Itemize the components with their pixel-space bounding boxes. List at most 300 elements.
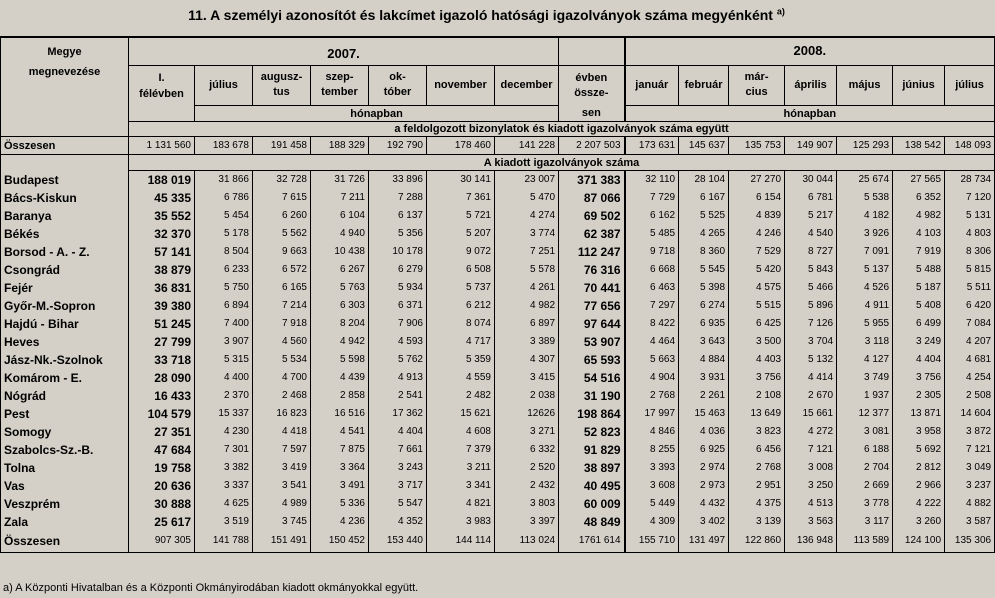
header-year-2007: 2007. xyxy=(129,37,559,65)
subtitle-processed: a feldolgozott bizonylatok és kiadott igazolványok száma együtt xyxy=(129,122,995,137)
table-cell: 4 309 xyxy=(625,513,679,531)
table-cell: 3 271 xyxy=(495,423,559,441)
row-label: Békés xyxy=(1,225,129,243)
table-row xyxy=(1,171,995,189)
table-cell: 2 468 xyxy=(253,387,311,405)
table-cell: 5 598 xyxy=(311,351,369,369)
table-cell: 4 375 xyxy=(729,495,785,513)
table-cell: 7 121 xyxy=(945,441,995,459)
table-cell: 6 167 xyxy=(679,189,729,207)
header-month xyxy=(893,65,945,106)
table-row xyxy=(1,155,995,171)
header-month xyxy=(495,65,559,106)
header-sen: sen xyxy=(559,106,625,122)
table-cell: 48 849 xyxy=(559,513,625,531)
table-cell: 7 919 xyxy=(893,243,945,261)
table-cell: 4 439 xyxy=(311,369,369,387)
table-cell: 4 803 xyxy=(945,225,995,243)
table-row xyxy=(1,315,995,333)
table-cell: 4 513 xyxy=(785,495,837,513)
table-cell: 52 823 xyxy=(559,423,625,441)
table-cell: 7 214 xyxy=(253,297,311,315)
table-cell: 9 663 xyxy=(253,243,311,261)
table-row xyxy=(1,333,995,351)
table-cell: 4 432 xyxy=(679,495,729,513)
header-text: tus xyxy=(273,86,290,99)
table-cell: 3 563 xyxy=(785,513,837,531)
header-month xyxy=(679,65,729,106)
table-cell: 4 254 xyxy=(945,369,995,387)
table-cell: 7 288 xyxy=(369,189,427,207)
table-cell: 4 230 xyxy=(195,423,253,441)
table-cell: 4 540 xyxy=(785,225,837,243)
table-cell: 198 864 xyxy=(559,405,625,423)
table-row xyxy=(1,189,995,207)
table-cell: 138 542 xyxy=(893,137,945,155)
table-cell: 3 491 xyxy=(311,477,369,495)
table-cell: 5 538 xyxy=(837,189,893,207)
table-cell: 136 948 xyxy=(785,531,837,553)
table-cell: 8 727 xyxy=(785,243,837,261)
table-cell: 12 377 xyxy=(837,405,893,423)
table-cell: 16 433 xyxy=(129,387,195,405)
table-cell: 7 297 xyxy=(625,297,679,315)
table-cell: 40 495 xyxy=(559,477,625,495)
table-cell: 3 926 xyxy=(837,225,893,243)
table-cell: 31 190 xyxy=(559,387,625,405)
table-cell: 4 272 xyxy=(785,423,837,441)
table-cell: 8 422 xyxy=(625,315,679,333)
table-cell: 4 127 xyxy=(837,351,893,369)
table-cell: 3 519 xyxy=(195,513,253,531)
row-label: Szabolcs-Sz.-B. xyxy=(1,441,129,459)
table-cell: 5 896 xyxy=(785,297,837,315)
table-cell: 5 843 xyxy=(785,261,837,279)
table-cell: 5 955 xyxy=(837,315,893,333)
table-cell: 4 541 xyxy=(311,423,369,441)
table-row xyxy=(1,351,995,369)
table-cell: 3 118 xyxy=(837,333,893,351)
table-row xyxy=(1,495,995,513)
table-row xyxy=(1,531,995,553)
table-cell: 5 562 xyxy=(253,225,311,243)
header-month xyxy=(195,65,253,106)
table-cell: 3 872 xyxy=(945,423,995,441)
row-label: Bács-Kiskun xyxy=(1,189,129,207)
table-cell: 1761 614 xyxy=(559,531,625,553)
table-cell: 5 547 xyxy=(369,495,427,513)
row-label-total-bottom: Összesen xyxy=(1,531,129,553)
table-cell: 3 704 xyxy=(785,333,837,351)
header-month xyxy=(253,65,311,106)
table-cell: 4 182 xyxy=(837,207,893,225)
table-cell: 4 207 xyxy=(945,333,995,351)
table-cell: 6 508 xyxy=(427,261,495,279)
header-text: február xyxy=(684,78,723,91)
header-text: december xyxy=(500,78,553,91)
table-cell: 4 575 xyxy=(729,279,785,297)
table-cell: 3 756 xyxy=(729,369,785,387)
table-cell: 4 608 xyxy=(427,423,495,441)
table-cell: 4 560 xyxy=(253,333,311,351)
table-cell: 3 397 xyxy=(495,513,559,531)
title-text: 11. A személyi azonosítót és lakcímet igazoló hatósági igazolványok száma megyénként xyxy=(188,7,773,23)
table-cell: 5 750 xyxy=(195,279,253,297)
table-cell: 25 674 xyxy=(837,171,893,189)
table-cell: 3 049 xyxy=(945,459,995,477)
table-cell: 30 044 xyxy=(785,171,837,189)
table-cell: 7 301 xyxy=(195,441,253,459)
table-cell: 2 951 xyxy=(729,477,785,495)
table-cell: 9 072 xyxy=(427,243,495,261)
table-cell: 53 907 xyxy=(559,333,625,351)
row-label: Jász-Nk.-Szolnok xyxy=(1,351,129,369)
header-blank xyxy=(1,155,129,171)
header-month xyxy=(729,65,785,106)
table-row xyxy=(1,207,995,225)
table-row xyxy=(1,297,995,315)
table-cell: 7 918 xyxy=(253,315,311,333)
table-cell: 4 103 xyxy=(893,225,945,243)
table-cell: 91 829 xyxy=(559,441,625,459)
table-cell: 3 364 xyxy=(311,459,369,477)
header-blank xyxy=(129,106,195,122)
table-cell: 4 940 xyxy=(311,225,369,243)
header-text: tember xyxy=(321,86,358,99)
header-blank xyxy=(1,106,129,122)
table-cell: 2 768 xyxy=(729,459,785,477)
table-cell: 5 356 xyxy=(369,225,427,243)
table-cell: 4 982 xyxy=(495,297,559,315)
table-cell: 3 393 xyxy=(625,459,679,477)
table-cell: 36 831 xyxy=(129,279,195,297)
table-cell: 6 303 xyxy=(311,297,369,315)
table-cell: 5 359 xyxy=(427,351,495,369)
table-cell: 39 380 xyxy=(129,297,195,315)
table-cell: 28 734 xyxy=(945,171,995,189)
table-cell: 3 774 xyxy=(495,225,559,243)
table-title xyxy=(0,2,973,28)
header-year-2008: 2008. xyxy=(625,37,995,65)
table-cell: 148 093 xyxy=(945,137,995,155)
table-cell: 14 604 xyxy=(945,405,995,423)
table-cell: 7 379 xyxy=(427,441,495,459)
table-cell: 4 400 xyxy=(195,369,253,387)
table-cell: 4 403 xyxy=(729,351,785,369)
table-cell: 2 482 xyxy=(427,387,495,405)
table-cell: 5 449 xyxy=(625,495,679,513)
table-cell: 6 786 xyxy=(195,189,253,207)
table-cell: 2 108 xyxy=(729,387,785,405)
row-label: Győr-M.-Sopron xyxy=(1,297,129,315)
table-cell: 87 066 xyxy=(559,189,625,207)
table-cell: 6 420 xyxy=(945,297,995,315)
row-label: Heves xyxy=(1,333,129,351)
table-cell: 15 337 xyxy=(195,405,253,423)
table-cell: 3 749 xyxy=(837,369,893,387)
table-cell: 153 440 xyxy=(369,531,427,553)
table-cell: 3 237 xyxy=(945,477,995,495)
table-cell: 3 402 xyxy=(679,513,729,531)
table-cell: 3 415 xyxy=(495,369,559,387)
title-footnote-mark: a) xyxy=(776,6,785,17)
header-text: augusz- xyxy=(260,71,303,84)
table-cell: 47 684 xyxy=(129,441,195,459)
table-cell: 141 788 xyxy=(195,531,253,553)
table-row xyxy=(1,459,995,477)
table-cell: 2 966 xyxy=(893,477,945,495)
table-row xyxy=(1,441,995,459)
table-cell: 6 894 xyxy=(195,297,253,315)
table-cell: 7 084 xyxy=(945,315,995,333)
table-cell: 8 360 xyxy=(679,243,729,261)
table-cell: 4 593 xyxy=(369,333,427,351)
table-row xyxy=(1,369,995,387)
table-cell: 7 529 xyxy=(729,243,785,261)
table-cell: 7 400 xyxy=(195,315,253,333)
table-cell: 70 441 xyxy=(559,279,625,297)
table-cell: 188 329 xyxy=(311,137,369,155)
table-cell: 5 408 xyxy=(893,297,945,315)
table-cell: 28 104 xyxy=(679,171,729,189)
table-cell: 6 352 xyxy=(893,189,945,207)
table-cell: 5 578 xyxy=(495,261,559,279)
header-evben xyxy=(559,65,625,106)
table-cell: 30 141 xyxy=(427,171,495,189)
table-cell: 5 721 xyxy=(427,207,495,225)
table-cell: 4 989 xyxy=(253,495,311,513)
table-cell: 32 370 xyxy=(129,225,195,243)
table-cell: 2 432 xyxy=(495,477,559,495)
table-cell: 15 661 xyxy=(785,405,837,423)
table-cell: 5 217 xyxy=(785,207,837,225)
table-cell: 2 207 503 xyxy=(559,137,625,155)
table-cell: 6 274 xyxy=(679,297,729,315)
table-cell: 5 934 xyxy=(369,279,427,297)
table-cell: 4 839 xyxy=(729,207,785,225)
header-text: össze- xyxy=(574,86,609,99)
table-cell: 32 728 xyxy=(253,171,311,189)
table-cell: 2 261 xyxy=(679,387,729,405)
table-cell: 6 668 xyxy=(625,261,679,279)
table-cell: 2 670 xyxy=(785,387,837,405)
table-cell: 4 404 xyxy=(369,423,427,441)
header-text: január xyxy=(635,78,669,91)
header-month xyxy=(369,65,427,106)
table-cell: 8 074 xyxy=(427,315,495,333)
table-cell: 2 858 xyxy=(311,387,369,405)
header-text: évben xyxy=(575,71,608,84)
table-cell: 6 233 xyxy=(195,261,253,279)
data-table xyxy=(0,36,995,553)
table-cell: 31 726 xyxy=(311,171,369,189)
table-cell: 8 504 xyxy=(195,243,253,261)
table-row xyxy=(1,405,995,423)
table-cell: 124 100 xyxy=(893,531,945,553)
header-text: április xyxy=(794,78,827,91)
table-cell: 51 245 xyxy=(129,315,195,333)
table-cell: 7 615 xyxy=(253,189,311,207)
table-cell: 4 821 xyxy=(427,495,495,513)
table-cell: 3 081 xyxy=(837,423,893,441)
table-cell: 13 649 xyxy=(729,405,785,423)
table-cell: 4 274 xyxy=(495,207,559,225)
table-row xyxy=(1,137,995,155)
table-cell: 150 452 xyxy=(311,531,369,553)
table-cell: 4 464 xyxy=(625,333,679,351)
table-cell: 3 778 xyxy=(837,495,893,513)
header-text: szep- xyxy=(325,71,354,84)
table-cell: 5 207 xyxy=(427,225,495,243)
table-cell: 38 879 xyxy=(129,261,195,279)
table-cell: 6 154 xyxy=(729,189,785,207)
header-text: cius xyxy=(745,86,768,99)
table-cell: 3 250 xyxy=(785,477,837,495)
row-label: Tolna xyxy=(1,459,129,477)
table-cell: 15 621 xyxy=(427,405,495,423)
table-cell: 28 090 xyxy=(129,369,195,387)
table-cell: 76 316 xyxy=(559,261,625,279)
table-cell: 6 463 xyxy=(625,279,679,297)
table-cell: 151 491 xyxy=(253,531,311,553)
table-cell: 2 812 xyxy=(893,459,945,477)
table-row xyxy=(1,106,995,122)
table-cell: 27 351 xyxy=(129,423,195,441)
row-label: Somogy xyxy=(1,423,129,441)
table-cell: 5 178 xyxy=(195,225,253,243)
row-label: Baranya xyxy=(1,207,129,225)
table-cell: 4 222 xyxy=(893,495,945,513)
table-row xyxy=(1,477,995,495)
table-cell: 6 267 xyxy=(311,261,369,279)
table-cell: 4 700 xyxy=(253,369,311,387)
header-text: május xyxy=(848,78,881,91)
table-cell: 7 361 xyxy=(427,189,495,207)
table-cell: 6 165 xyxy=(253,279,311,297)
table-cell: 4 404 xyxy=(893,351,945,369)
table-cell: 15 463 xyxy=(679,405,729,423)
table-cell: 4 352 xyxy=(369,513,427,531)
header-i-felevben xyxy=(129,65,195,106)
table-cell: 183 678 xyxy=(195,137,253,155)
table-row xyxy=(1,243,995,261)
table-cell: 3 823 xyxy=(729,423,785,441)
table-cell: 6 456 xyxy=(729,441,785,459)
table-cell: 3 756 xyxy=(893,369,945,387)
table-cell: 6 897 xyxy=(495,315,559,333)
table-cell: 1 937 xyxy=(837,387,893,405)
table-cell: 33 896 xyxy=(369,171,427,189)
table-cell: 5 488 xyxy=(893,261,945,279)
table-cell: 3 541 xyxy=(253,477,311,495)
table-cell: 32 110 xyxy=(625,171,679,189)
table-cell: 3 260 xyxy=(893,513,945,531)
table-cell: 4 236 xyxy=(311,513,369,531)
table-cell: 3 587 xyxy=(945,513,995,531)
table-cell: 54 516 xyxy=(559,369,625,387)
header-month xyxy=(785,65,837,106)
header-megnevezese: megnevezése xyxy=(1,65,129,106)
table-cell: 60 009 xyxy=(559,495,625,513)
table-cell: 2 704 xyxy=(837,459,893,477)
row-label: Borsod - A. - Z. xyxy=(1,243,129,261)
table-cell: 5 762 xyxy=(369,351,427,369)
table-cell: 3 717 xyxy=(369,477,427,495)
table-cell: 4 307 xyxy=(495,351,559,369)
table-cell: 4 246 xyxy=(729,225,785,243)
table-cell: 3 608 xyxy=(625,477,679,495)
table-cell: 20 636 xyxy=(129,477,195,495)
table-cell: 6 781 xyxy=(785,189,837,207)
header-spacer xyxy=(559,37,625,65)
table-row xyxy=(1,423,995,441)
table-cell: 30 888 xyxy=(129,495,195,513)
table-cell: 38 897 xyxy=(559,459,625,477)
row-label: Veszprém xyxy=(1,495,129,513)
table-cell: 112 247 xyxy=(559,243,625,261)
row-label: Zala xyxy=(1,513,129,531)
table-cell: 3 341 xyxy=(427,477,495,495)
table-cell: 125 293 xyxy=(837,137,893,155)
table-cell: 4 942 xyxy=(311,333,369,351)
table-cell: 4 265 xyxy=(679,225,729,243)
table-cell: 2 370 xyxy=(195,387,253,405)
table-cell: 16 516 xyxy=(311,405,369,423)
table-cell: 4 625 xyxy=(195,495,253,513)
table-cell: 3 419 xyxy=(253,459,311,477)
header-month xyxy=(625,65,679,106)
table-cell: 17 997 xyxy=(625,405,679,423)
table-cell: 155 710 xyxy=(625,531,679,553)
table-cell: 7 597 xyxy=(253,441,311,459)
table-cell: 2 541 xyxy=(369,387,427,405)
table-cell: 8 306 xyxy=(945,243,995,261)
table-cell: 4 882 xyxy=(945,495,995,513)
table-cell: 45 335 xyxy=(129,189,195,207)
table-cell: 4 904 xyxy=(625,369,679,387)
table-cell: 3 389 xyxy=(495,333,559,351)
table-cell: 3 117 xyxy=(837,513,893,531)
table-cell: 113 589 xyxy=(837,531,893,553)
table-cell: 23 007 xyxy=(495,171,559,189)
table-cell: 6 104 xyxy=(311,207,369,225)
table-cell: 3 958 xyxy=(893,423,945,441)
table-cell: 69 502 xyxy=(559,207,625,225)
table-cell: 6 137 xyxy=(369,207,427,225)
table-cell: 6 279 xyxy=(369,261,427,279)
header-month xyxy=(427,65,495,106)
table-cell: 7 211 xyxy=(311,189,369,207)
table-cell: 3 382 xyxy=(195,459,253,477)
table-cell: 7 120 xyxy=(945,189,995,207)
table-cell: 4 559 xyxy=(427,369,495,387)
table-cell: 3 211 xyxy=(427,459,495,477)
table-cell: 3 643 xyxy=(679,333,729,351)
table-cell: 2 520 xyxy=(495,459,559,477)
table-cell: 10 178 xyxy=(369,243,427,261)
table-cell: 10 438 xyxy=(311,243,369,261)
table-cell: 5 336 xyxy=(311,495,369,513)
header-text: június xyxy=(902,78,935,91)
table-cell: 77 656 xyxy=(559,297,625,315)
table-cell: 4 418 xyxy=(253,423,311,441)
table-cell: 2 974 xyxy=(679,459,729,477)
table-cell: 6 572 xyxy=(253,261,311,279)
table-cell: 5 131 xyxy=(945,207,995,225)
header-text: július xyxy=(209,78,238,91)
header-text: július xyxy=(955,78,984,91)
table-row xyxy=(1,65,995,106)
